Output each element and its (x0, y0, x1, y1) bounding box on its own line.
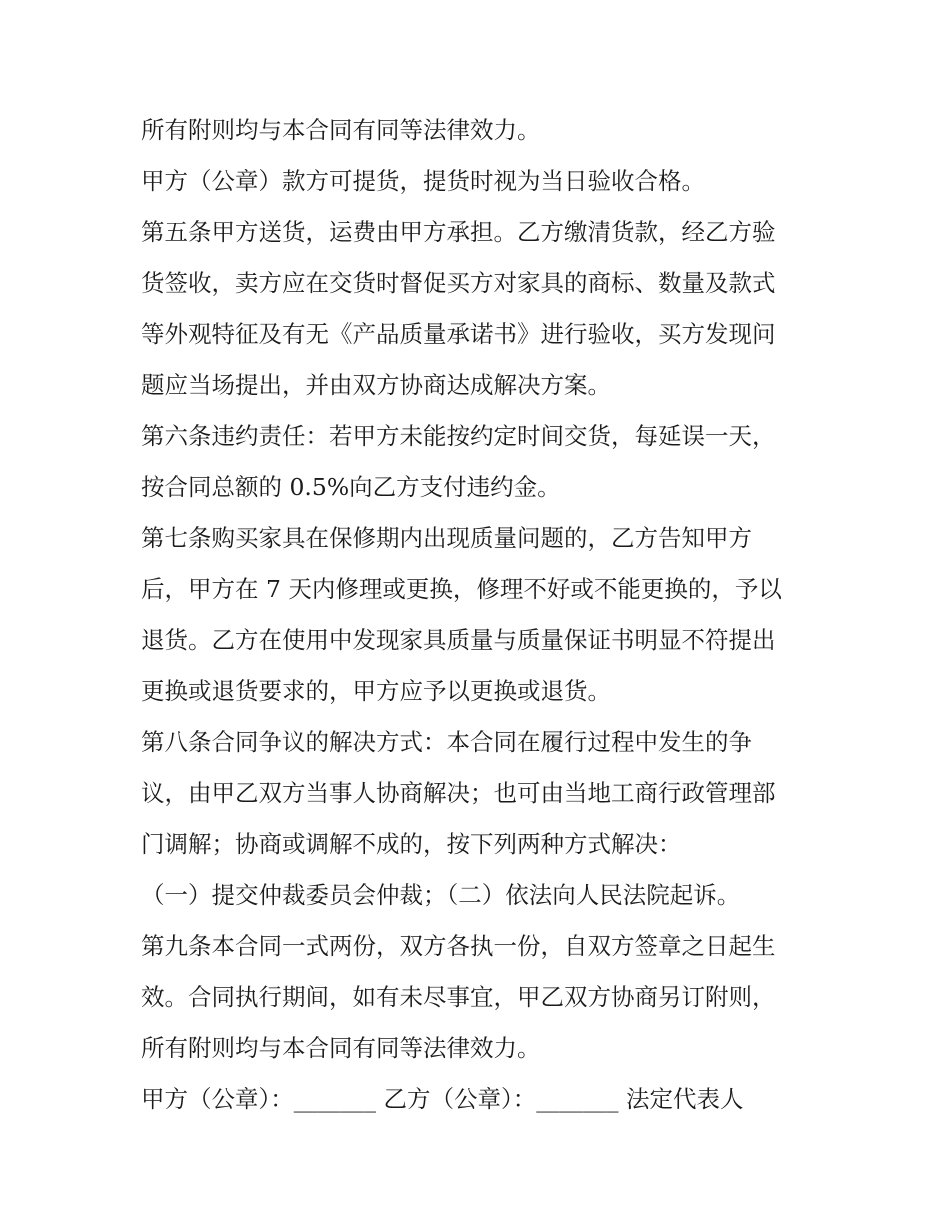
text-line: 第六条违约责任：若甲方未能按约定时间交货，每延误一天， (141, 422, 776, 450)
text-line: 议，由甲乙双方当事人协商解决；也可由当地工商行政管理部 (141, 779, 776, 807)
text-line: 甲方（公章）款方可提货，提货时视为当日验收合格。 (141, 167, 705, 195)
text-line: 等外观特征及有无《产品质量承诺书》进行验收，买方发现问 (141, 320, 776, 348)
text-line: 门调解；协商或调解不成的，按下列两种方式解决： (141, 830, 682, 858)
text-line: 所有附则均与本合同有同等法律效力。 (141, 1034, 541, 1062)
text-line: 第八条合同争议的解决方式：本合同在履行过程中发生的争 (141, 728, 752, 756)
text-line: 第五条甲方送货，运费由甲方承担。乙方缴清货款，经乙方验 (141, 218, 776, 246)
contract-text (141, 108, 821, 1128)
text-line: 第九条本合同一式两份，双方各执一份，自双方签章之日起生 (141, 932, 776, 960)
text-line: 退货。乙方在使用中发现家具质量与质量保证书明显不符提出 (141, 626, 776, 654)
signature-line: 甲方（公章）：_______ 乙方（公章）：_______ 法定代表人 (141, 1085, 744, 1113)
text-line: 第七条购买家具在保修期内出现质量问题的，乙方告知甲方 (141, 524, 752, 552)
text-line: 题应当场提出，并由双方协商达成解决方案。 (141, 371, 611, 399)
text-line: 后，甲方在 7 天内修理或更换，修理不好或不能更换的，予以 (141, 575, 782, 603)
text-line: 货签收，卖方应在交货时督促买方对家具的商标、数量及款式 (141, 269, 776, 297)
text-line: 所有附则均与本合同有同等法律效力。 (141, 116, 541, 144)
text-line: 按合同总额的 0.5%向乙方支付违约金。 (141, 473, 561, 501)
text-line: 效。合同执行期间，如有未尽事宜，甲乙双方协商另订附则， (141, 983, 776, 1011)
text-line: （一）提交仲裁委员会仲裁；（二）依法向人民法院起诉。 (141, 881, 741, 909)
text-line: 更换或退货要求的，甲方应予以更换或退货。 (141, 677, 611, 705)
